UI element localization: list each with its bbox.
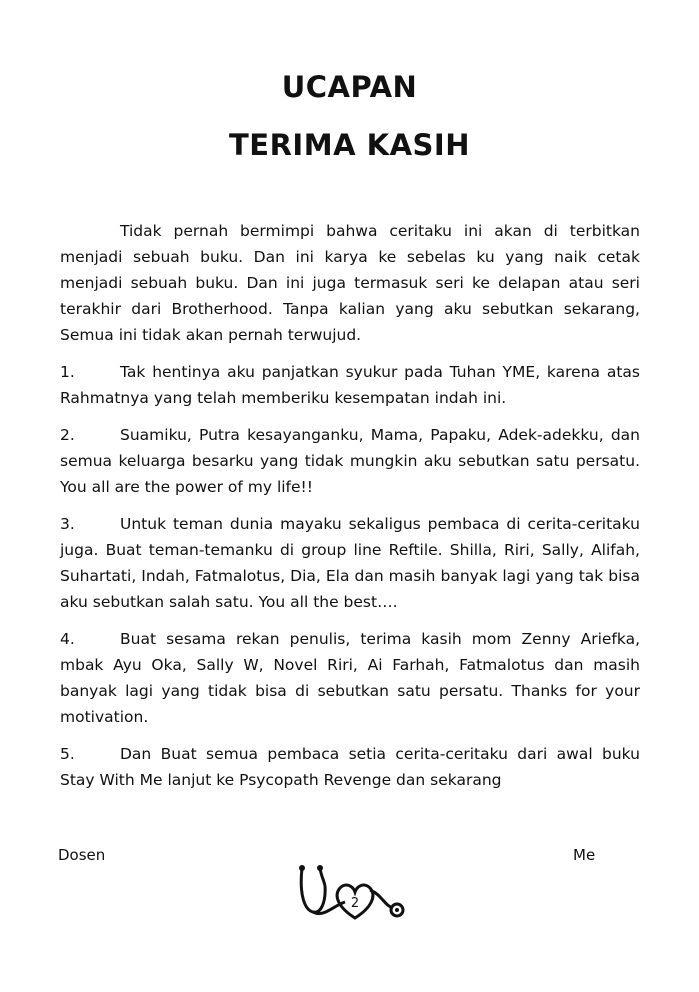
item-text: Untuk teman dunia mayaku sekaligus pembaca di cerita-ceritaku juga. Buat teman-temanku di group line Reftile. Shilla, Riri, Sally, Alifah, Suhartati, Indah, Fatmalotus, Dia, Ela dan masih banyak lagi yang tak bisa aku sebutkan salah satu. You all the best…. bbox=[60, 515, 640, 611]
stethoscope-heart-icon bbox=[293, 858, 408, 928]
item-text: Dan Buat semua pembaca setia cerita-ceritaku dari awal buku Stay With Me lanjut ke Psycopath Revenge dan sekarang bbox=[60, 745, 640, 789]
item-text: Suamiku, Putra kesayanganku, Mama, Papaku, Adek-adekku, dan semua keluarga besarku yang tidak mungkin aku sebutkan satu persatu. You all are the power of my life!! bbox=[60, 426, 640, 496]
page-title-line1: UCAPAN bbox=[281, 70, 418, 104]
list-item bbox=[60, 741, 640, 793]
intro-paragraph: Tidak pernah bermimpi bahwa ceritaku ini akan di terbitkan menjadi sebuah buku. Dan ini karya ke sebelas ku yang naik cetak menjadi sebuah buku. Dan ini juga termasuk seri ke delapan atau seri terakhir dari Brotherhood. Tanpa kalian yang aku sebutkan sekarang, Semua ini tidak akan pernah terwujud. bbox=[60, 222, 640, 344]
item-text: Tak hentinya aku panjatkan syukur pada Tuhan YME, karena atas Rahmatnya yang telah memberiku kesempatan indah ini. bbox=[60, 363, 640, 407]
item-text: Buat sesama rekan penulis, terima kasih mom Zenny Ariefka, mbak Ayu Oka, Sally W, Novel Riri, Ai Farhah, Fatmalotus dan masih banyak lagi yang tidak bisa di sebutkan satu persatu. Thanks for your motivation. bbox=[60, 630, 640, 726]
page-title-line2: TERIMA KASIH bbox=[229, 128, 470, 162]
item-number: 5. bbox=[60, 745, 75, 763]
footer-right-label: Me bbox=[573, 846, 596, 864]
item-number: 2. bbox=[60, 426, 75, 444]
list-item bbox=[60, 626, 640, 730]
item-number: 1. bbox=[60, 363, 75, 381]
page-number: 2 bbox=[350, 896, 360, 911]
list-item bbox=[60, 359, 640, 411]
footer-left-label: Dosen bbox=[58, 846, 106, 864]
body-text bbox=[60, 218, 640, 804]
item-number: 3. bbox=[60, 515, 75, 533]
item-number: 4. bbox=[60, 630, 75, 648]
list-item bbox=[60, 511, 640, 615]
list-item bbox=[60, 422, 640, 500]
